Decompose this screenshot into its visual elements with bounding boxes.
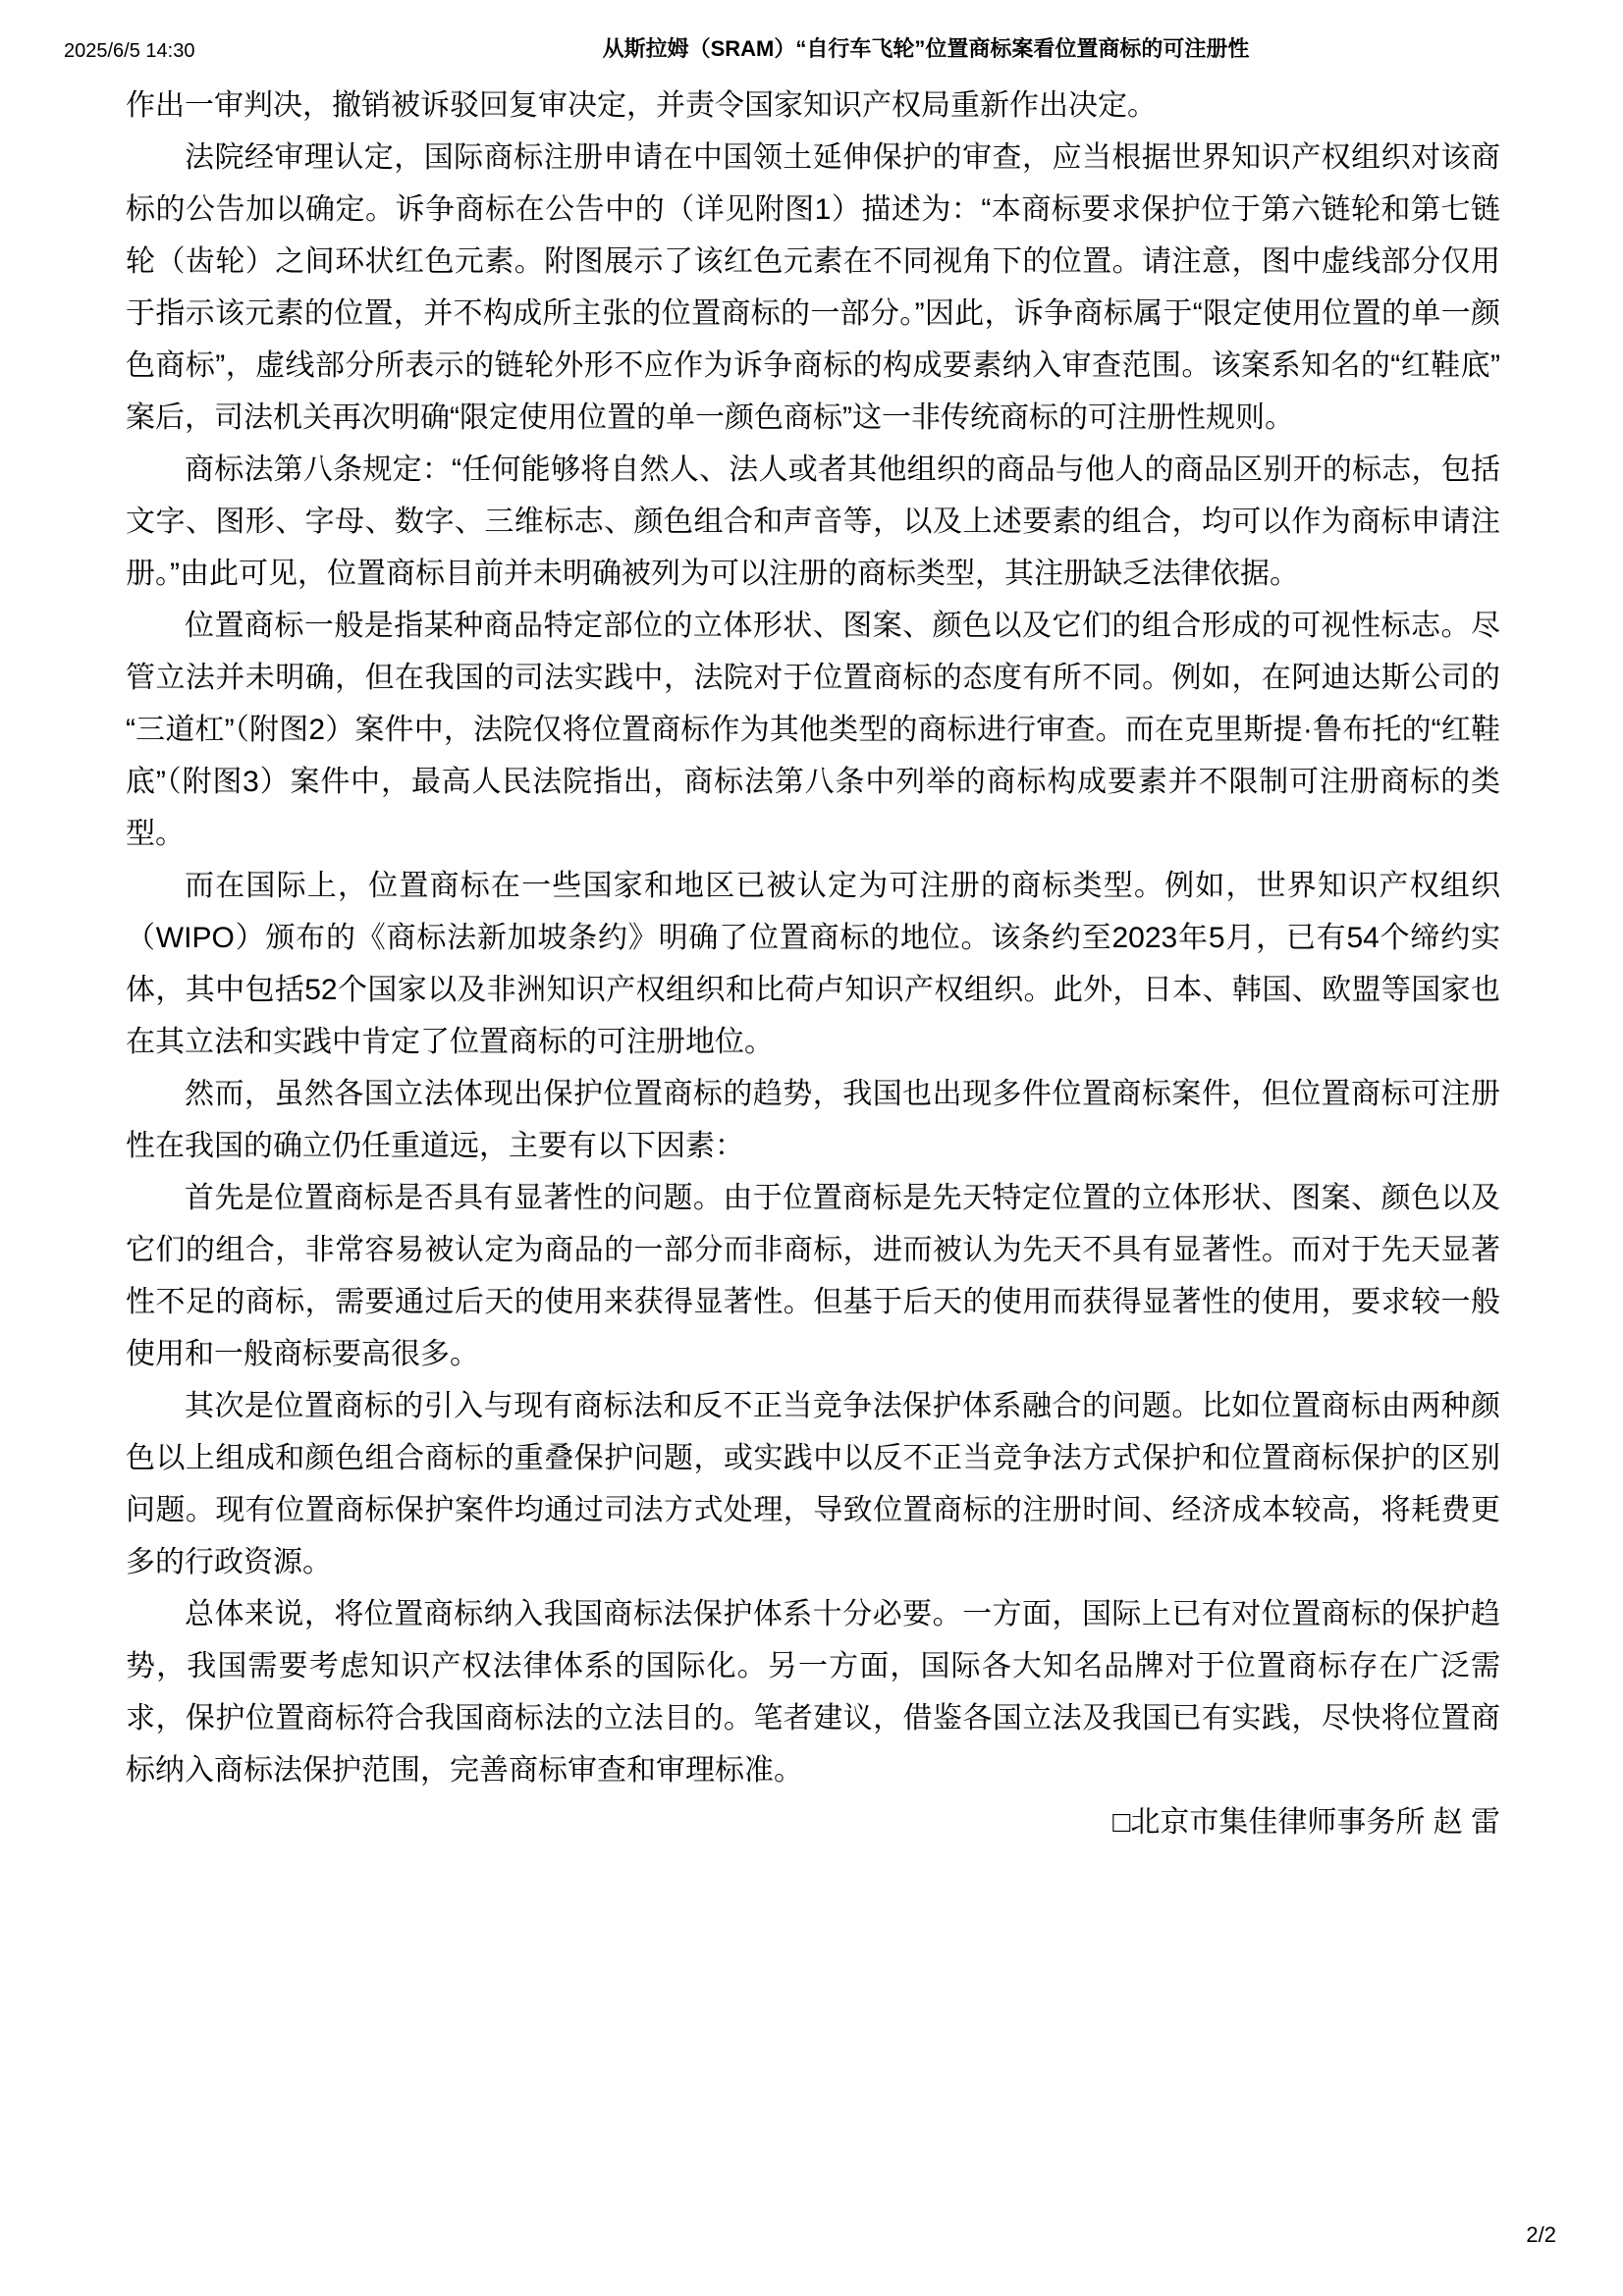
- author-attribution: □北京市集佳律师事务所 赵 雷: [1112, 1806, 1500, 1839]
- page-number: 2/2: [1526, 2222, 1556, 2247]
- paragraph: 总体来说，将位置商标纳入我国商标法保护体系十分必要。一方面，国际上已有对位置商标的保护趋势，我国需要考虑知识产权法律体系的国际化。另一方面，国际各大知名品牌对于位置商标存在广泛需求，保护位置商标符合我国商标法的立法目的。笔者建议，借鉴各国立法及我国已有实践，尽快将位置商标纳入商标法保护范围，完善商标审查和审理标准。: [126, 1598, 1500, 1787]
- paragraph: 其次是位置商标的引入与现有商标法和反不正当竞争法保护体系融合的问题。比如位置商标由两种颜色以上组成和颜色组合商标的重叠保护问题，或实践中以反不正当竞争法方式保护和位置商标保护的区别问题。现有位置商标保护案件均通过司法方式处理，导致位置商标的注册时间、经济成本较高，将耗费更多的行政资源。: [126, 1390, 1500, 1578]
- paragraph: 然而，虽然各国立法体现出保护位置商标的趋势，我国也出现多件位置商标案件，但位置商标可注册性在我国的确立仍任重道远，主要有以下因素：: [126, 1078, 1500, 1162]
- paragraph: 位置商标一般是指某种商品特定部位的立体形状、图案、颜色以及它们的组合形成的可视性标志。尽管立法并未明确，但在我国的司法实践中，法院对于位置商标的态度有所不同。例如，在阿迪达斯公司的“三道杠”（附图2）案件中，法院仅将位置商标作为其他类型的商标进行审查。而在克里斯提·鲁布托的“红鞋底”（附图3）案件中，最高人民法院指出，商标法第八条中列举的商标构成要素并不限制可注册商标的类型。: [126, 610, 1500, 850]
- paragraph: 而在国际上，位置商标在一些国家和地区已被认定为可注册的商标类型。例如，世界知识产权组织（WIPO）颁布的《商标法新加坡条约》明确了位置商标的地位。该条约至2023年5月，已有54个缔约实体，其中包括52个国家以及非洲知识产权组织和比荷卢知识产权组织。此外，日本、韩国、欧盟等国家也在其立法和实践中肯定了位置商标的可注册地位。: [126, 870, 1500, 1058]
- paragraph: 首先是位置商标是否具有显著性的问题。由于位置商标是先天特定位置的立体形状、图案、颜色以及它们的组合，非常容易被认定为商品的一部分而非商标，进而被认为先天不具有显著性。而对于先天显著性不足的商标，需要通过后天的使用来获得显著性。但基于后天的使用而获得显著性的使用，要求较一般使用和一般商标要高很多。: [126, 1182, 1500, 1370]
- article-body: [126, 80, 1500, 1848]
- header-title: 从斯拉姆（SRAM）“自行车飞轮”位置商标案看位置商标的可注册性: [602, 36, 1250, 61]
- header-date: 2025/6/5 14:30: [64, 40, 195, 62]
- paragraph: 作出一审判决，撤销被诉驳回复审决定，并责令国家知识产权局重新作出决定。: [126, 89, 1157, 122]
- paragraph: 商标法第八条规定：“任何能够将自然人、法人或者其他组织的商品与他人的商品区别开的标志，包括文字、图形、字母、数字、三维标志、颜色组合和声音等，以及上述要素的组合，均可以作为商标申请注册。”由此可见，位置商标目前并未明确被列为可以注册的商标类型，其注册缺乏法律依据。: [126, 454, 1500, 590]
- paragraph: 法院经审理认定，国际商标注册申请在中国领土延伸保护的审查，应当根据世界知识产权组织对该商标的公告加以确定。诉争商标在公告中的（详见附图1）描述为：“本商标要求保护位于第六链轮和第七链轮（齿轮）之间环状红色元素。附图展示了该红色元素在不同视角下的位置。请注意，图中虚线部分仅用于指示该元素的位置，并不构成所主张的位置商标的一部分。”因此，诉争商标属于“限定使用位置的单一颜色商标”，虚线部分所表示的链轮外形不应作为诉争商标的构成要素纳入审查范围。该案系知名的“红鞋底”案后，司法机关再次明确“限定使用位置的单一颜色商标”这一非传统商标的可注册性规则。: [126, 141, 1500, 434]
